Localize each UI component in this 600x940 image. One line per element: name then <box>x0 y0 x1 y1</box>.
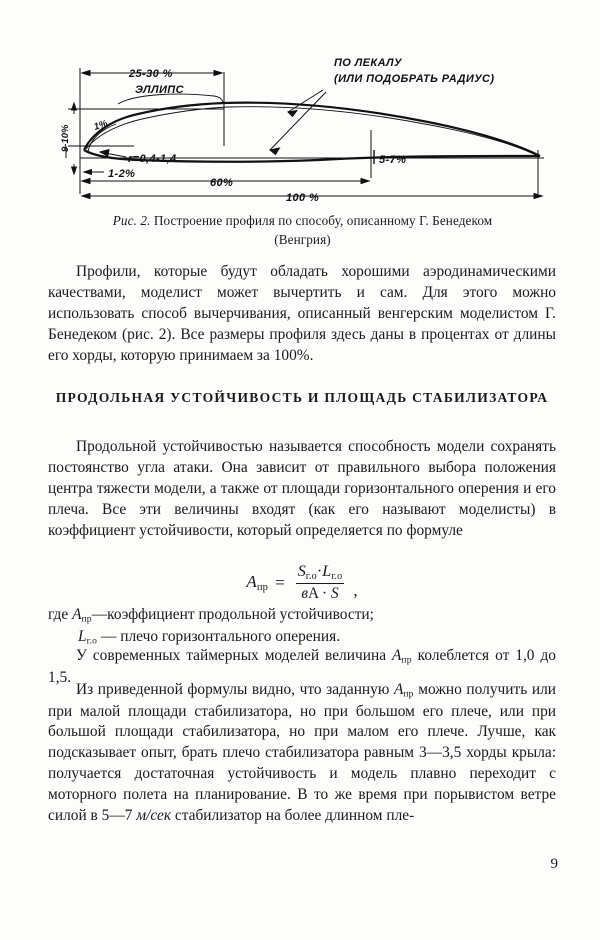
formula-fraction <box>293 563 348 603</box>
paragraph-formula-discussion <box>48 680 556 827</box>
figure-caption-subtext: (Венгрия) <box>274 231 331 247</box>
formula-equals-sign: = <box>275 572 285 592</box>
figure-number-label: Рис. 2. <box>112 213 151 228</box>
definition-sub-go: г.о <box>86 635 98 647</box>
p3-before: У современных таймерных моделей величина <box>76 647 392 664</box>
paragraph-stability-definition: Продольной устойчивостью называется способность модели сохранять постоянство угла атаки. Она зависит от правильного выбора положения центра тяжести модели, а также от площади горизонтального оперения и его плеча. Все эти величины входят (как его называют моделисты) в коэффициент устойчивости, который определяется по формуле <box>48 438 556 539</box>
paragraph-profiles: Профили, которые будут обладать хорошими аэродинамическими качествами, моделист может вычертить и сам. Для этого можно использовать способ вычерчивания, описанный венгерским моделистом Г. Бенедеком (рис. 2). Все размеры профиля здесь даны в процентах от длины его хорды, которую принимаем за 100%. <box>48 263 556 364</box>
airfoil-diagram-svg <box>38 46 566 206</box>
label-ellipse: ЭЛЛИПС <box>135 84 184 96</box>
dim-label-100-percent: 100 % <box>286 192 320 204</box>
definition-var-a: A <box>72 606 82 623</box>
definition-text-lgo: — плечо горизонтального оперения. <box>97 627 341 645</box>
dim-label-60-percent: 60% <box>210 177 234 189</box>
paragraph-block-4 <box>48 680 556 827</box>
label-radius: r=0,4-1,4 <box>128 153 177 165</box>
formula-numerator <box>293 563 348 583</box>
formula-num-sub-2: г.о <box>331 570 343 582</box>
formula-num-var-2: L <box>322 563 332 580</box>
definition-var-l: L <box>78 627 87 645</box>
p4-sub-pr: пр <box>403 688 414 700</box>
formula-den-dot: · <box>322 584 328 602</box>
note-po-lekalu-line1: ПО ЛЕКАЛУ <box>334 57 402 69</box>
p4-var-a: A <box>393 681 404 698</box>
paragraph-block-2 <box>48 437 556 541</box>
definition-sub-pr: пр <box>81 613 92 625</box>
section-heading-longitudinal-stability: ПРОДОЛЬНАЯ УСТОЙЧИВОСТЬ И ПЛОЩАДЬ СТАБИЛИЗАТОРА <box>55 390 549 405</box>
definition-where-prefix: где <box>48 606 73 623</box>
p3-sub-pr: пр <box>401 654 412 666</box>
dim-label-5-7-percent: 5-7% <box>379 154 407 166</box>
p4-before: Из приведенной формулы видно, что заданную <box>76 681 394 698</box>
dim-label-25-30-percent: 25-30 % <box>129 68 173 80</box>
p4-tail: стабилизатор на более длинном пле- <box>171 806 415 824</box>
formula-lhs-variable: A <box>246 572 257 592</box>
formula-lhs <box>246 572 268 593</box>
p3-var-a: A <box>391 647 402 664</box>
formula-lhs-subscript: пр <box>256 582 269 594</box>
p4-after: можно получить или при малой площади стабилизатора, но при большом его плече, или при большой площади стабилизатора, но при малом его плече. Лучше, как подсказывает опыт, брать плечо стабилизатора равным 3—3,5 хорды крыла: получается достаточная устойчивость и модель плавно переходит с моторного полета на планирование. В то же время при порывистом ветре силой в 5—7 <box>48 681 556 824</box>
figure-caption <box>50 212 555 249</box>
formula-denominator <box>296 583 343 603</box>
dim-label-1-2-percent: 1-2% <box>108 168 136 180</box>
formula-expression <box>246 563 357 603</box>
dim-label-1-percent: 1% <box>92 118 109 133</box>
formula-num-sub-1: г.о <box>305 570 317 582</box>
definition-line-apr <box>48 604 556 626</box>
formula-definitions <box>48 604 556 648</box>
page-number: 9 <box>550 856 558 872</box>
formula-num-var-1: S <box>297 563 306 580</box>
p4-italic-unit: м/сек <box>136 806 172 824</box>
formula-trailing-comma: , <box>353 580 358 600</box>
definition-line-lgo <box>48 626 556 648</box>
formula-num-dot: · <box>316 563 323 580</box>
dim-label-thickness-9-10-percent: 9-10% <box>60 124 71 152</box>
note-po-lekalu-line2: (ИЛИ ПОДОБРАТЬ РАДИУС) <box>334 73 495 85</box>
figure-caption-text: Построение профиля по способу, описанному Г. Бенедеком <box>153 213 493 228</box>
formula-stability-coefficient <box>48 563 556 603</box>
paragraph-block-1 <box>48 262 556 366</box>
definition-text-apr: —коэффициент продольной устойчивости; <box>91 606 374 623</box>
formula-den-s: S <box>330 584 339 602</box>
formula-den-b: в <box>301 584 309 602</box>
p3-after: колеблется от 1,0 до 1,5. <box>48 647 556 686</box>
formula-den-a: A <box>308 584 319 602</box>
airfoil-profile-figure <box>38 46 566 206</box>
